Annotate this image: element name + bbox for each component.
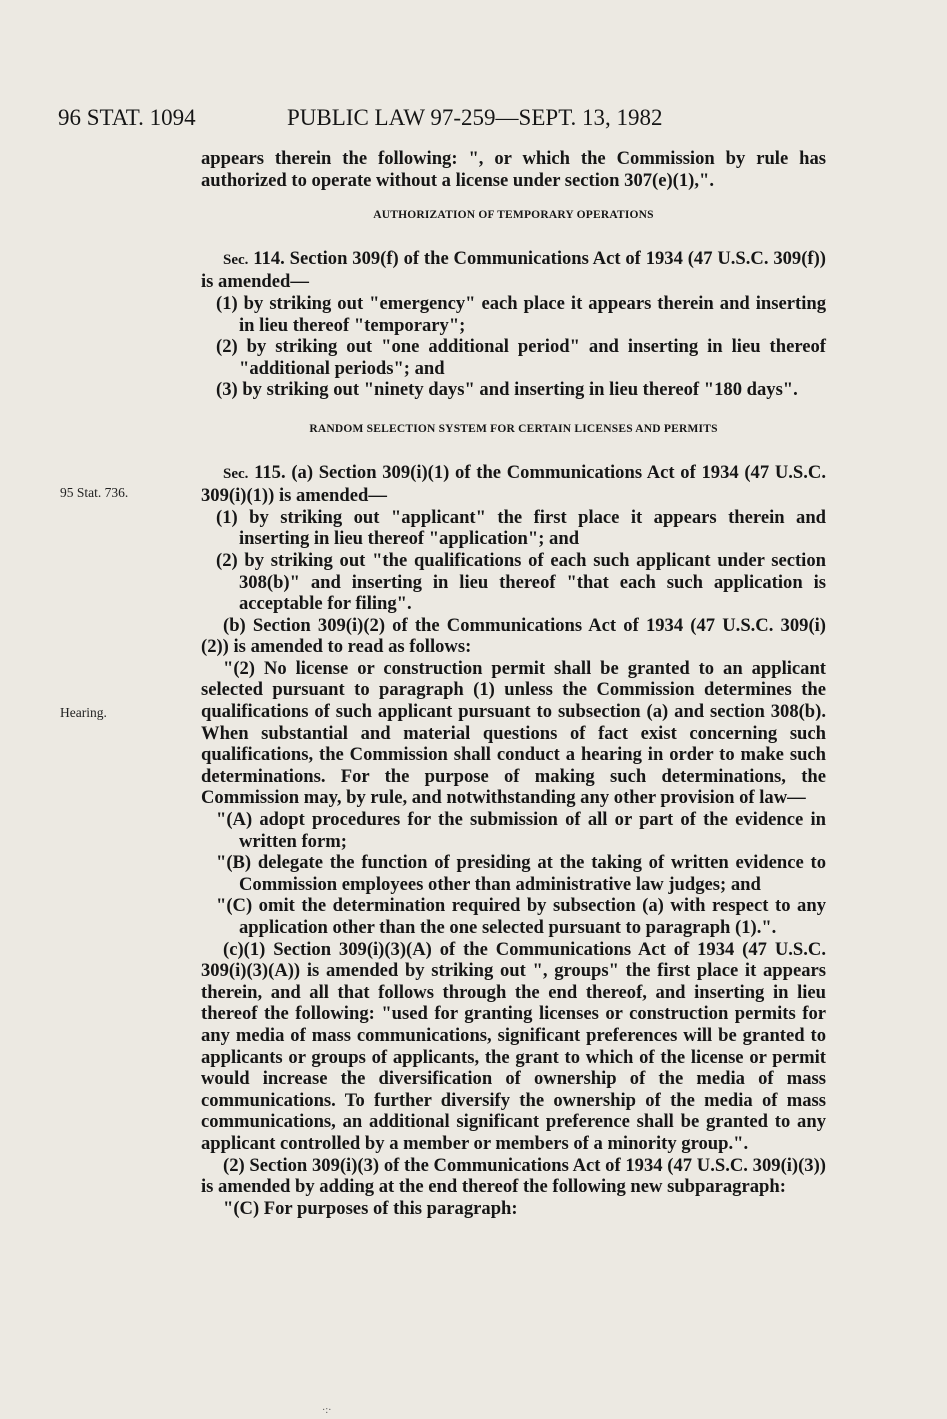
paragraph-c2: (2) Section 309(i)(3) of the Communications Act of 1934 (47 U.S.C. 309(i)(3)) is amended by adding at the end thereof the following new subparagraph:	[201, 1154, 826, 1198]
continuation-paragraph: appears therein the following: ", or which the Commission by rule has authorized to operate without a license under section 307(e)(1),".	[201, 148, 826, 191]
section-114-item-1: (1) by striking out "emergency" each place it appears therein and inserting in lieu thereof "temporary";	[216, 292, 826, 336]
section-114-paragraph	[201, 248, 826, 293]
paragraph-b-item-a: "(A) adopt procedures for the submission of all or part of the evidence in written form;	[216, 809, 826, 852]
section-heading-temporary-operations: AUTHORIZATION OF TEMPORARY OPERATIONS	[373, 209, 654, 222]
public-law-title: PUBLIC LAW 97-259—SEPT. 13, 1982	[287, 105, 663, 130]
section-115-item-1: (1) by striking out "applicant" the first place it appears therein and inserting in lieu thereof "application"; and	[216, 506, 826, 550]
page-header	[58, 101, 778, 135]
section-abbrev: Sec.	[223, 465, 249, 482]
section-115-paragraph	[201, 462, 826, 507]
statute-page-reference: 96 STAT. 1094	[58, 105, 196, 130]
section-heading-random-selection: RANDOM SELECTION SYSTEM FOR CERTAIN LICENSES AND PERMITS	[309, 422, 718, 435]
margin-note-stat-reference: 95 Stat. 736.	[60, 485, 129, 500]
section-115-item-2: (2) by striking out "the qualifications of each such applicant under section 308(b)" and inserting in lieu thereof "that each such application is acceptable for filing".	[216, 549, 826, 615]
paragraph-b-quoted-text: "(2) No license or construction permit shall be granted to an applicant selected pursuant to paragraph (1) unless the Commission determines the qualifications of such applicant pursuant to subsection (a) and section 308(b). When substantial and material questions of fact exist concerning such qualifications, the Commission shall conduct a hearing in order to make such determinations. For the purpose of making such determinations, the Commission may, by rule, and notwithstanding any other provision of law—	[201, 657, 826, 809]
paragraph-b-item-b: "(B) delegate the function of presiding at the taking of written evidence to Commission employees other than administrative law judges; and	[216, 852, 826, 895]
section-114-item-2: (2) by striking out "one additional period" and inserting in lieu thereof "additional periods"; and	[216, 336, 826, 379]
scan-specks: ·:·	[322, 1405, 332, 1416]
section-abbrev: Sec.	[223, 251, 249, 268]
paragraph-c1: (c)(1) Section 309(i)(3)(A) of the Communications Act of 1934 (47 U.S.C. 309(i)(3)(A)) is amended by striking out ", groups" the first place it appears therein, and all that follows through the end thereof, and inserting in lieu thereof the following: "used for granting licenses or construction permits for any media of mass communications, significant preferences will be granted to applicants or groups of applicants, the grant to which of the license or permit would increase the diversification of ownership of the media of mass communications. To further diversify the ownership of the media of mass communications, an additional significant preference shall be granted to any applicant controlled by a member or members of a minority group.".	[201, 938, 826, 1154]
paragraph-b: (b) Section 309(i)(2) of the Communications Act of 1934 (47 U.S.C. 309(i)(2)) is amended to read as follows:	[201, 614, 826, 658]
section-115-text: 115. (a) Section 309(i)(1) of the Communications Act of 1934 (47 U.S.C. 309(i)(1)) is amended—	[201, 461, 826, 507]
section-114-text: 114. Section 309(f) of the Communications Act of 1934 (47 U.S.C. 309(f)) is amended—	[201, 247, 826, 293]
section-114-item-3: (3) by striking out "ninety days" and inserting in lieu thereof "180 days".	[216, 379, 798, 401]
paragraph-c2-quoted-text: "(C) For purposes of this paragraph:	[223, 1197, 518, 1219]
margin-note-hearing: Hearing.	[60, 705, 107, 720]
paragraph-b-item-c: "(C) omit the determination required by subsection (a) with respect to any application other than the one selected pursuant to paragraph (1).".	[216, 895, 826, 938]
law-body-text	[201, 148, 826, 1219]
